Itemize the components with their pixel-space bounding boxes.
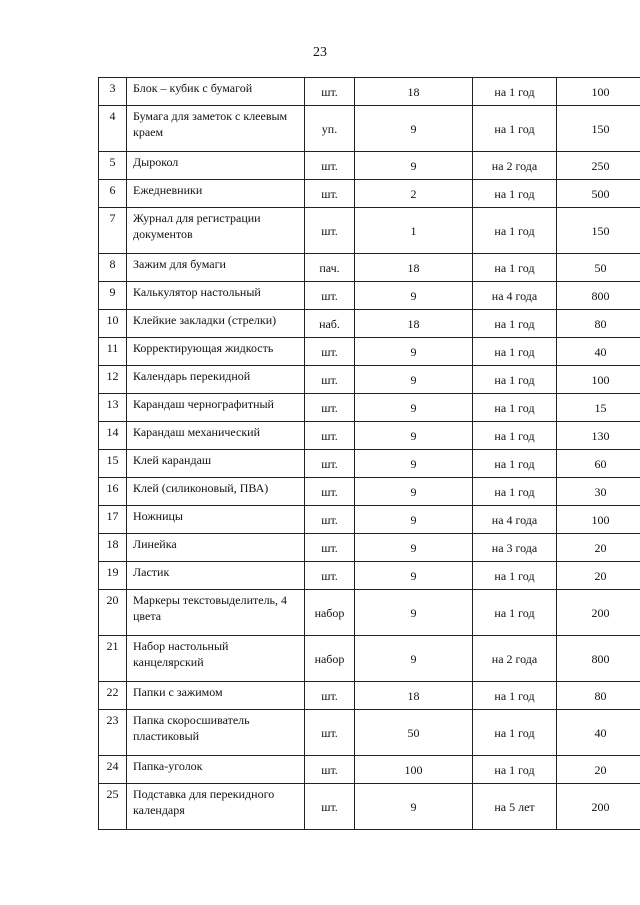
price-cell: 150 <box>557 208 640 254</box>
table-row <box>99 710 640 756</box>
period-cell: на 1 год <box>473 180 557 208</box>
quantity-cell: 18 <box>355 78 473 106</box>
quantity-cell: 2 <box>355 180 473 208</box>
unit-cell: шт. <box>305 338 355 366</box>
unit-cell: набор <box>305 636 355 682</box>
row-number-cell: 8 <box>99 254 127 282</box>
price-cell: 80 <box>557 682 640 710</box>
period-cell: на 2 года <box>473 152 557 180</box>
row-number-cell: 11 <box>99 338 127 366</box>
quantity-cell: 18 <box>355 254 473 282</box>
item-name-cell: Карандаш чернографитный <box>127 394 305 422</box>
table-row <box>99 756 640 784</box>
price-cell: 250 <box>557 152 640 180</box>
supplies-table-body <box>99 78 640 830</box>
period-cell: на 1 год <box>473 450 557 478</box>
table-row <box>99 152 640 180</box>
item-name-cell: Ежедневники <box>127 180 305 208</box>
price-cell: 200 <box>557 590 640 636</box>
item-name-cell: Калькулятор настольный <box>127 282 305 310</box>
period-cell: на 1 год <box>473 366 557 394</box>
table-row <box>99 784 640 830</box>
unit-cell: пач. <box>305 254 355 282</box>
row-number-cell: 3 <box>99 78 127 106</box>
period-cell: на 1 год <box>473 710 557 756</box>
unit-cell: шт. <box>305 78 355 106</box>
price-cell: 50 <box>557 254 640 282</box>
price-cell: 150 <box>557 106 640 152</box>
price-cell: 130 <box>557 422 640 450</box>
item-name-cell: Подставка для перекидного календаря <box>127 784 305 830</box>
unit-cell: шт. <box>305 394 355 422</box>
row-number-cell: 13 <box>99 394 127 422</box>
table-row <box>99 422 640 450</box>
table-row <box>99 450 640 478</box>
quantity-cell: 9 <box>355 338 473 366</box>
period-cell: на 5 лет <box>473 784 557 830</box>
item-name-cell: Корректирующая жидкость <box>127 338 305 366</box>
unit-cell: шт. <box>305 756 355 784</box>
unit-cell: шт. <box>305 422 355 450</box>
period-cell: на 1 год <box>473 106 557 152</box>
item-name-cell: Бумага для заметок с клеевым краем <box>127 106 305 152</box>
table-row <box>99 478 640 506</box>
table-row <box>99 636 640 682</box>
row-number-cell: 12 <box>99 366 127 394</box>
unit-cell: шт. <box>305 450 355 478</box>
item-name-cell: Папка скоросшиватель пластиковый <box>127 710 305 756</box>
price-cell: 100 <box>557 506 640 534</box>
row-number-cell: 9 <box>99 282 127 310</box>
row-number-cell: 4 <box>99 106 127 152</box>
price-cell: 500 <box>557 180 640 208</box>
price-cell: 15 <box>557 394 640 422</box>
row-number-cell: 6 <box>99 180 127 208</box>
table-row <box>99 254 640 282</box>
row-number-cell: 18 <box>99 534 127 562</box>
period-cell: на 3 года <box>473 534 557 562</box>
table-row <box>99 180 640 208</box>
quantity-cell: 9 <box>355 106 473 152</box>
unit-cell: шт. <box>305 208 355 254</box>
item-name-cell: Клей карандаш <box>127 450 305 478</box>
unit-cell: наб. <box>305 310 355 338</box>
unit-cell: шт. <box>305 562 355 590</box>
table-row <box>99 208 640 254</box>
period-cell: на 4 года <box>473 282 557 310</box>
period-cell: на 1 год <box>473 756 557 784</box>
item-name-cell: Набор настольный канцелярский <box>127 636 305 682</box>
row-number-cell: 17 <box>99 506 127 534</box>
quantity-cell: 1 <box>355 208 473 254</box>
quantity-cell: 9 <box>355 562 473 590</box>
unit-cell: шт. <box>305 784 355 830</box>
quantity-cell: 9 <box>355 636 473 682</box>
item-name-cell: Блок – кубик с бумагой <box>127 78 305 106</box>
quantity-cell: 9 <box>355 784 473 830</box>
price-cell: 20 <box>557 534 640 562</box>
price-cell: 100 <box>557 366 640 394</box>
item-name-cell: Папка-уголок <box>127 756 305 784</box>
item-name-cell: Зажим для бумаги <box>127 254 305 282</box>
table-row <box>99 78 640 106</box>
period-cell: на 1 год <box>473 338 557 366</box>
period-cell: на 1 год <box>473 478 557 506</box>
item-name-cell: Журнал для регистрации документов <box>127 208 305 254</box>
table-row <box>99 310 640 338</box>
table-row <box>99 682 640 710</box>
row-number-cell: 21 <box>99 636 127 682</box>
unit-cell: шт. <box>305 282 355 310</box>
item-name-cell: Дырокол <box>127 152 305 180</box>
quantity-cell: 9 <box>355 506 473 534</box>
row-number-cell: 16 <box>99 478 127 506</box>
item-name-cell: Ластик <box>127 562 305 590</box>
price-cell: 30 <box>557 478 640 506</box>
unit-cell: набор <box>305 590 355 636</box>
price-cell: 40 <box>557 338 640 366</box>
unit-cell: уп. <box>305 106 355 152</box>
row-number-cell: 5 <box>99 152 127 180</box>
quantity-cell: 9 <box>355 282 473 310</box>
table-row <box>99 282 640 310</box>
unit-cell: шт. <box>305 152 355 180</box>
table-row <box>99 506 640 534</box>
quantity-cell: 9 <box>355 152 473 180</box>
period-cell: на 1 год <box>473 682 557 710</box>
quantity-cell: 9 <box>355 450 473 478</box>
period-cell: на 4 года <box>473 506 557 534</box>
price-cell: 800 <box>557 636 640 682</box>
unit-cell: шт. <box>305 534 355 562</box>
price-cell: 80 <box>557 310 640 338</box>
unit-cell: шт. <box>305 710 355 756</box>
row-number-cell: 10 <box>99 310 127 338</box>
price-cell: 20 <box>557 562 640 590</box>
quantity-cell: 18 <box>355 310 473 338</box>
price-cell: 20 <box>557 756 640 784</box>
quantity-cell: 9 <box>355 394 473 422</box>
table-row <box>99 338 640 366</box>
quantity-cell: 9 <box>355 478 473 506</box>
table-row <box>99 366 640 394</box>
item-name-cell: Карандаш механический <box>127 422 305 450</box>
page-number: 23 <box>313 45 327 60</box>
period-cell: на 1 год <box>473 590 557 636</box>
item-name-cell: Клейкие закладки (стрелки) <box>127 310 305 338</box>
row-number-cell: 14 <box>99 422 127 450</box>
quantity-cell: 9 <box>355 422 473 450</box>
period-cell: на 1 год <box>473 422 557 450</box>
unit-cell: шт. <box>305 682 355 710</box>
item-name-cell: Линейка <box>127 534 305 562</box>
quantity-cell: 18 <box>355 682 473 710</box>
table-row <box>99 562 640 590</box>
price-cell: 100 <box>557 78 640 106</box>
period-cell: на 1 год <box>473 562 557 590</box>
item-name-cell: Папки с зажимом <box>127 682 305 710</box>
quantity-cell: 50 <box>355 710 473 756</box>
unit-cell: шт. <box>305 506 355 534</box>
row-number-cell: 7 <box>99 208 127 254</box>
period-cell: на 1 год <box>473 208 557 254</box>
period-cell: на 1 год <box>473 78 557 106</box>
table-row <box>99 106 640 152</box>
row-number-cell: 24 <box>99 756 127 784</box>
price-cell: 40 <box>557 710 640 756</box>
quantity-cell: 9 <box>355 366 473 394</box>
unit-cell: шт. <box>305 366 355 394</box>
unit-cell: шт. <box>305 180 355 208</box>
price-cell: 60 <box>557 450 640 478</box>
period-cell: на 1 год <box>473 310 557 338</box>
quantity-cell: 9 <box>355 590 473 636</box>
item-name-cell: Маркеры текстовыделитель, 4 цвета <box>127 590 305 636</box>
unit-cell: шт. <box>305 478 355 506</box>
table-row <box>99 394 640 422</box>
quantity-cell: 100 <box>355 756 473 784</box>
row-number-cell: 23 <box>99 710 127 756</box>
quantity-cell: 9 <box>355 534 473 562</box>
item-name-cell: Ножницы <box>127 506 305 534</box>
period-cell: на 1 год <box>473 254 557 282</box>
period-cell: на 2 года <box>473 636 557 682</box>
item-name-cell: Календарь перекидной <box>127 366 305 394</box>
row-number-cell: 15 <box>99 450 127 478</box>
price-cell: 200 <box>557 784 640 830</box>
table-row <box>99 590 640 636</box>
supplies-table <box>98 77 640 830</box>
table-row <box>99 534 640 562</box>
price-cell: 800 <box>557 282 640 310</box>
row-number-cell: 25 <box>99 784 127 830</box>
row-number-cell: 22 <box>99 682 127 710</box>
period-cell: на 1 год <box>473 394 557 422</box>
row-number-cell: 20 <box>99 590 127 636</box>
item-name-cell: Клей (силиконовый, ПВА) <box>127 478 305 506</box>
row-number-cell: 19 <box>99 562 127 590</box>
